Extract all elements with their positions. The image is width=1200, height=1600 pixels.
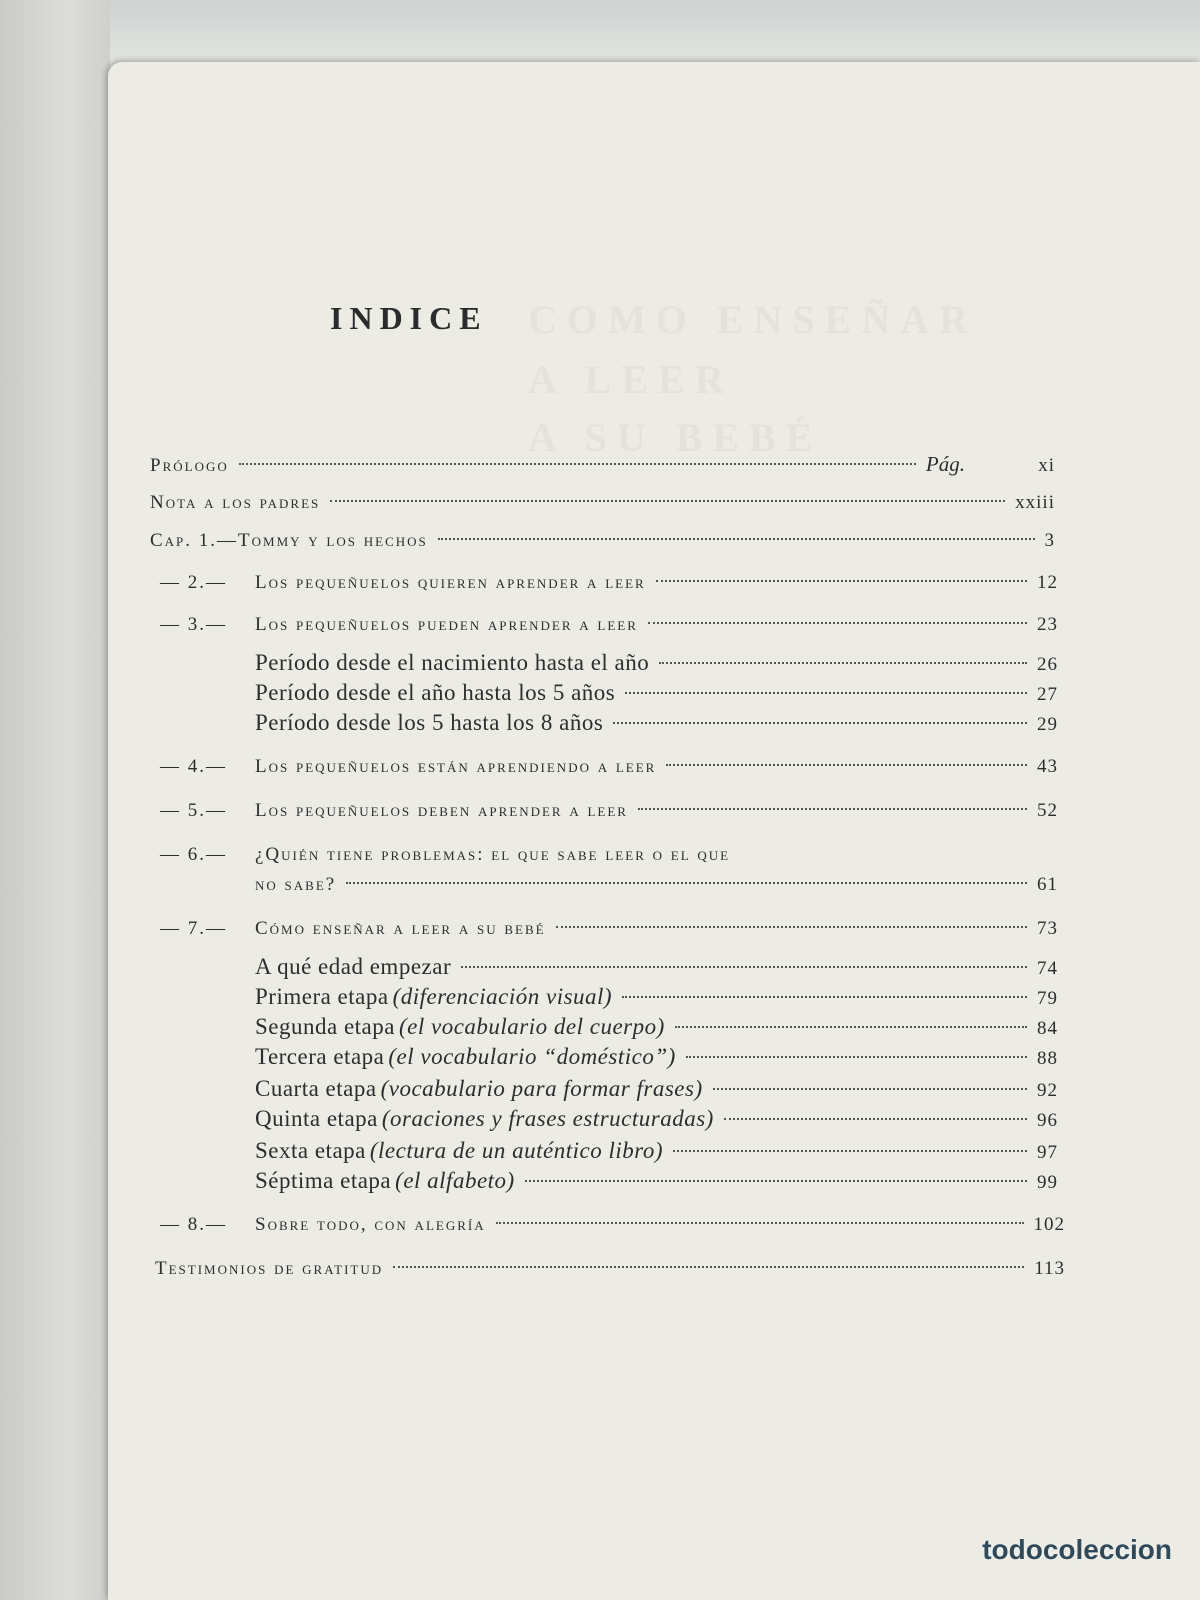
page-number: 23 <box>1037 614 1058 635</box>
toc-subentry <box>255 1106 1058 1136</box>
page-number: 61 <box>1037 874 1058 895</box>
toc-entry-cap-4 <box>160 756 1058 786</box>
entry-label: Cómo enseñar a leer a su bebé <box>255 918 546 939</box>
chapter-prefix: — 3.— <box>160 614 227 635</box>
toc-entry-testimonios <box>155 1258 1065 1288</box>
toc-entry-cap-1 <box>150 530 1055 560</box>
entry-note: (el vocabulario del cuerpo) <box>398 1014 665 1039</box>
page-number: 3 <box>1044 530 1055 551</box>
page-number: 113 <box>1034 1258 1065 1279</box>
toc-subentry <box>255 1044 1058 1074</box>
toc-entry-cap-2 <box>160 572 1058 602</box>
entry-note: (el vocabulario “doméstico”) <box>388 1044 676 1069</box>
toc-subentry <box>255 680 1058 710</box>
show-through-line-3: A SU BEBÉ <box>528 415 823 460</box>
dot-leader <box>393 1266 1024 1268</box>
entry-note: (vocabulario para formar frases) <box>380 1076 703 1101</box>
entry-label: Primera etapa <box>255 984 389 1009</box>
page-number: 12 <box>1037 572 1058 593</box>
chapter-prefix: — 5.— <box>160 800 227 821</box>
page-number: 74 <box>1037 958 1058 979</box>
chapter-prefix: — 4.— <box>160 756 227 777</box>
dot-leader <box>613 722 1027 724</box>
page-number: xi <box>1038 455 1055 476</box>
dot-leader <box>686 1056 1027 1058</box>
chapter-prefix: Cap. 1.— <box>150 530 239 551</box>
toc-entry-cap-7 <box>160 918 1058 948</box>
page-number: 52 <box>1037 800 1058 821</box>
toc-subentry <box>255 1076 1058 1106</box>
page-number: 84 <box>1037 1018 1058 1039</box>
page-number: 73 <box>1037 918 1058 939</box>
entry-label: ¿Quién tiene problemas: el que sabe leer o el que <box>255 844 731 865</box>
toc-subentry <box>255 1014 1058 1044</box>
entry-label: Los pequeñuelos están aprendiendo a leer <box>255 756 657 777</box>
dot-leader <box>330 500 1005 502</box>
toc-entry-nota <box>150 492 1055 522</box>
entry-label: Los pequeñuelos quieren aprender a leer <box>255 572 646 593</box>
page-number: 79 <box>1037 988 1058 1009</box>
toc-entry-cap-5 <box>160 800 1058 830</box>
toc-entry-cap-6-cont <box>255 874 1058 904</box>
page-title: INDICE <box>330 300 488 336</box>
entry-label: Quinta etapa <box>255 1106 378 1131</box>
entry-label: Período desde los 5 hasta los 8 años <box>255 710 604 735</box>
page-number: 97 <box>1037 1142 1058 1163</box>
entry-note: (oraciones y frases estructuradas) <box>381 1106 714 1131</box>
chapter-prefix: — 8.— <box>160 1214 227 1235</box>
dot-leader <box>638 808 1027 810</box>
chapter-prefix: — 2.— <box>160 572 227 593</box>
entry-label: Sexta etapa <box>255 1138 366 1163</box>
entry-note: (lectura de un auténtico libro) <box>369 1138 664 1163</box>
entry-label: no sabe? <box>255 874 337 895</box>
page-number: 92 <box>1037 1080 1058 1101</box>
toc-subentry <box>255 1168 1058 1198</box>
chapter-prefix: — 6.— <box>160 844 227 865</box>
page-number: 88 <box>1037 1048 1058 1069</box>
dot-leader <box>666 764 1027 766</box>
dot-leader <box>438 538 1035 540</box>
toc-entry-cap-8 <box>160 1214 1065 1244</box>
toc-subentry <box>255 954 1058 984</box>
entry-label: Prólogo <box>150 455 229 476</box>
entry-label: Tercera etapa <box>255 1044 385 1069</box>
dot-leader <box>346 882 1027 884</box>
entry-label: Nota a los padres <box>150 492 321 513</box>
entry-label: Séptima etapa <box>255 1168 392 1193</box>
page-number: 29 <box>1037 714 1058 735</box>
entry-label: Segunda etapa <box>255 1014 395 1039</box>
chapter-prefix: — 7.— <box>160 918 227 939</box>
dot-leader <box>713 1088 1027 1090</box>
show-through-line-2: A LEER <box>528 357 734 402</box>
page-number: 99 <box>1037 1172 1058 1193</box>
entry-label: Período desde el año hasta los 5 años <box>255 680 616 705</box>
dot-leader <box>648 622 1027 624</box>
entry-label: Testimonios de gratitud <box>155 1258 384 1279</box>
toc-subentry <box>255 984 1058 1014</box>
show-through-line-1: COMO ENSEÑAR <box>528 297 979 342</box>
dot-leader <box>496 1222 1024 1224</box>
entry-label: Sobre todo, con alegría <box>255 1214 486 1235</box>
dot-leader <box>675 1026 1027 1028</box>
dot-leader <box>556 926 1027 928</box>
entry-note: (el alfabeto) <box>395 1168 515 1193</box>
toc-subentry <box>255 710 1058 740</box>
entry-note: (diferenciación visual) <box>392 984 613 1009</box>
dot-leader <box>673 1150 1027 1152</box>
entry-label: Período desde el nacimiento hasta el año <box>255 650 650 675</box>
page-number: 26 <box>1037 654 1058 675</box>
page-number: 96 <box>1037 1110 1058 1131</box>
dot-leader <box>622 996 1027 998</box>
toc-subentry <box>255 1138 1058 1168</box>
entry-label: Los pequeñuelos deben aprender a leer <box>255 800 628 821</box>
dot-leader <box>625 692 1027 694</box>
toc-entry-prologo <box>150 452 1055 482</box>
page-abbrev-label: Pág. <box>925 452 965 476</box>
dot-leader <box>659 662 1027 664</box>
site-watermark: todocoleccion <box>982 1534 1172 1565</box>
page-number: xxiii <box>1015 492 1055 513</box>
entry-label: A qué edad empezar <box>255 954 452 979</box>
toc-entry-cap-3 <box>160 614 1058 644</box>
toc-subentry <box>255 650 1058 680</box>
entry-label: Los pequeñuelos pueden aprender a leer <box>255 614 638 635</box>
page-number: 27 <box>1037 684 1058 705</box>
entry-label: Cuarta etapa <box>255 1076 377 1101</box>
toc-entry-cap-6 <box>160 844 1058 874</box>
dot-leader <box>525 1180 1027 1182</box>
dot-leader <box>239 463 916 465</box>
dot-leader <box>461 966 1027 968</box>
page-number: 102 <box>1033 1214 1065 1235</box>
entry-label: Tommy y los hechos <box>238 530 428 551</box>
page-number: 43 <box>1037 756 1058 777</box>
dot-leader <box>656 580 1027 582</box>
dot-leader <box>724 1118 1027 1120</box>
